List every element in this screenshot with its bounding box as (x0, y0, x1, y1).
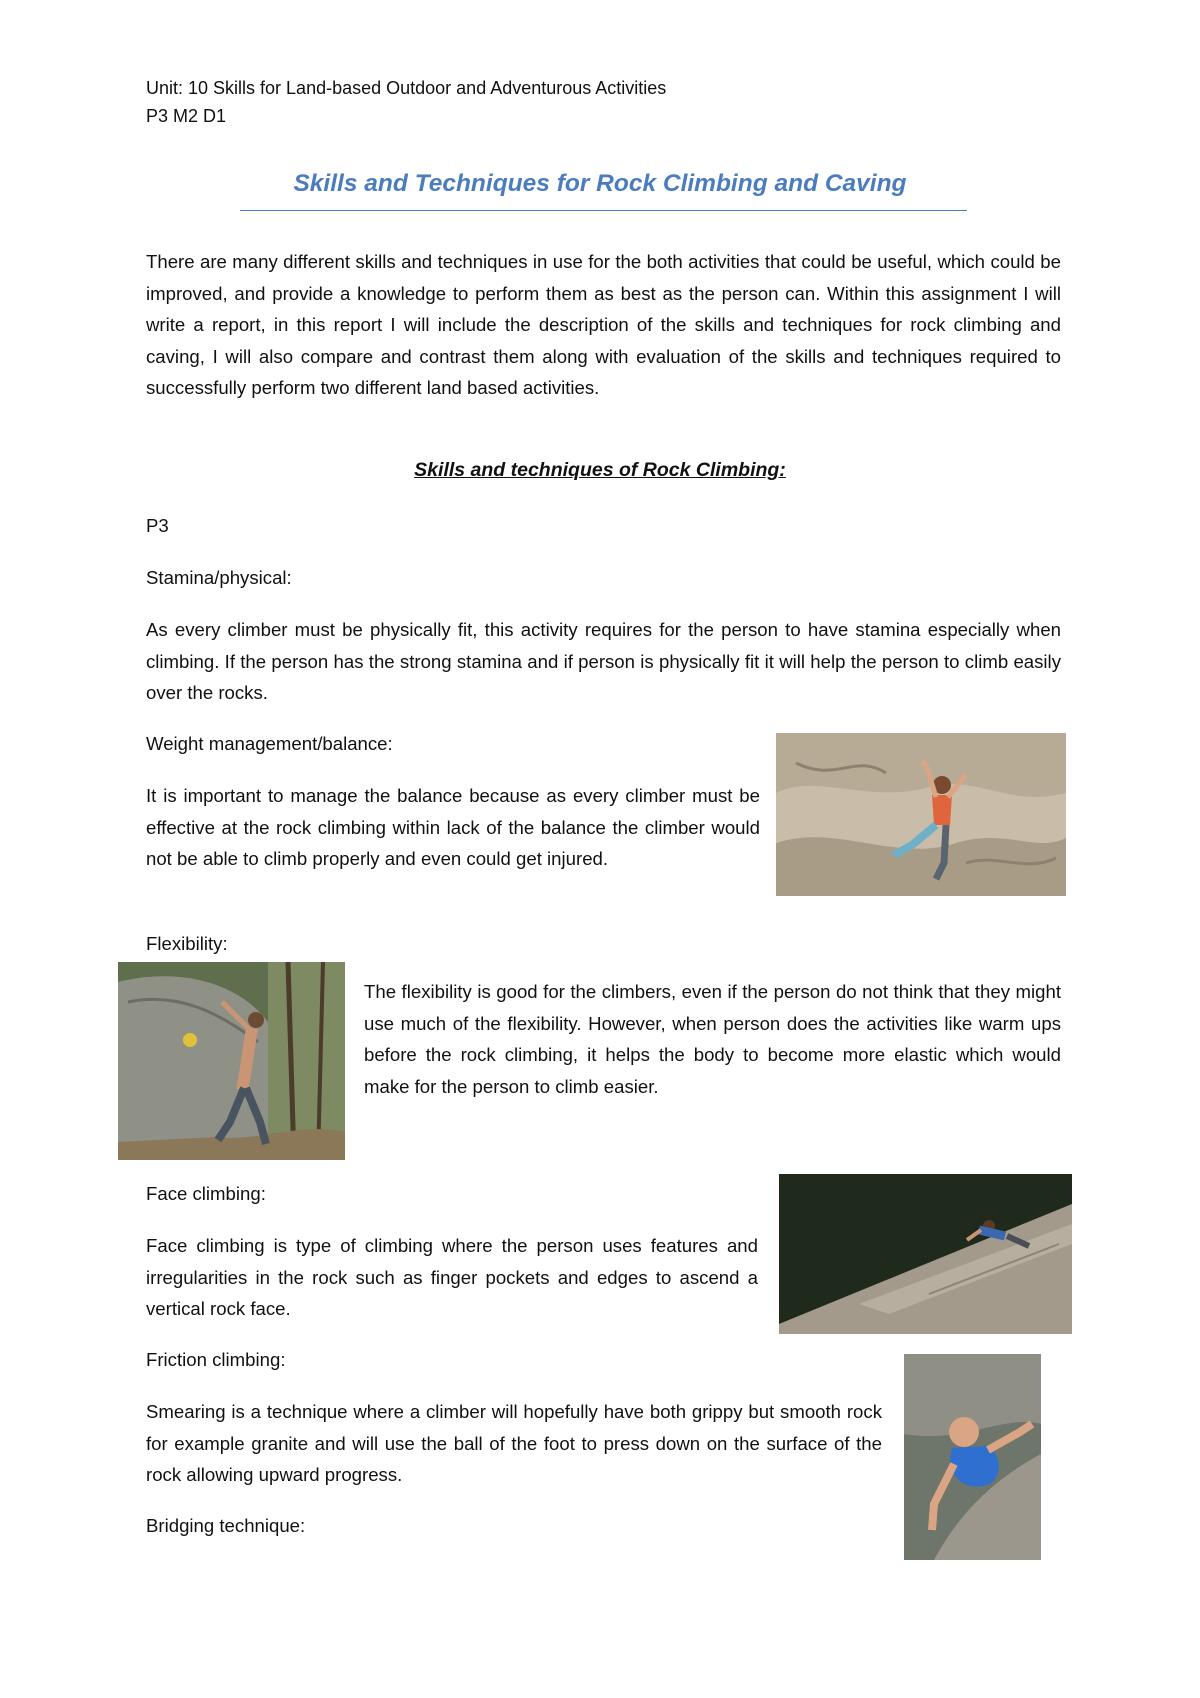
balance-paragraph: It is important to manage the balance because as every climber must be effective at the rock climbing within lack of the balance the climber would not be able to climb properly and even could get injured. (146, 785, 760, 869)
friction-climbing-photo (904, 1354, 1041, 1560)
criterion-label: P3 (146, 515, 169, 536)
face-climbing-paragraph: Face climbing is type of climbing where the person uses features and irregularities in the rock such as finger pockets and edges to ascend a vertical rock face. (146, 1235, 758, 1319)
stamina-paragraph: As every climber must be physically fit, this activity requires for the person to have stamina especially when climbing. If the person has the strong stamina and if person is physically fit it will help the person to climb easily over the rocks. (146, 619, 1061, 703)
stamina-heading: Stamina/physical: (146, 567, 292, 588)
climber-balance-photo (776, 733, 1066, 896)
flexibility-paragraph: The flexibility is good for the climbers, even if the person do not think that they might use much of the flexibility. However, when person does the activities like warm ups before the rock climbing, it helps the body to become more elastic which would make for the person to climb easier. (364, 981, 1061, 1097)
friction-climbing-heading: Friction climbing: (146, 1349, 286, 1370)
flexibility-heading: Flexibility: (146, 933, 228, 954)
face-climbing-heading: Face climbing: (146, 1183, 266, 1204)
title-underline (240, 210, 967, 211)
boulder-climber-graphic (118, 962, 345, 1160)
balance-heading: Weight management/balance: (146, 733, 393, 754)
document-title: Skills and Techniques for Rock Climbing and Caving (293, 170, 907, 197)
intro-paragraph: There are many different skills and techniques in use for the both activities that could be useful, which could be improved, and provide a knowledge to perform them as best as the person can. Within this assignment I will write a report, in this report I will include the description of the skills and techniques for rock climbing and caving, I will also compare and contrast them along with evaluation of the skills and techniques required to successfully perform two different land based activities. (146, 251, 1061, 398)
face-climbing-photo (779, 1174, 1072, 1334)
bridging-heading: Bridging technique: (146, 1515, 306, 1536)
criteria-header: P3 M2 D1 (146, 106, 227, 126)
unit-header: Unit: 10 Skills for Land-based Outdoor and Adventurous Activities (146, 78, 667, 98)
friction-climbing-paragraph: Smearing is a technique where a climber will hopefully have both grippy but smooth rock for example granite and will use the ball of the foot to press down on the surface of the rock allowing upward progress. (146, 1401, 882, 1485)
friction-climbing-graphic (904, 1354, 1041, 1560)
boulder-climber-photo (118, 962, 345, 1160)
climber-balance-graphic (776, 733, 1066, 896)
section-heading: Skills and techniques of Rock Climbing: (414, 459, 786, 481)
face-climbing-graphic (779, 1174, 1072, 1334)
